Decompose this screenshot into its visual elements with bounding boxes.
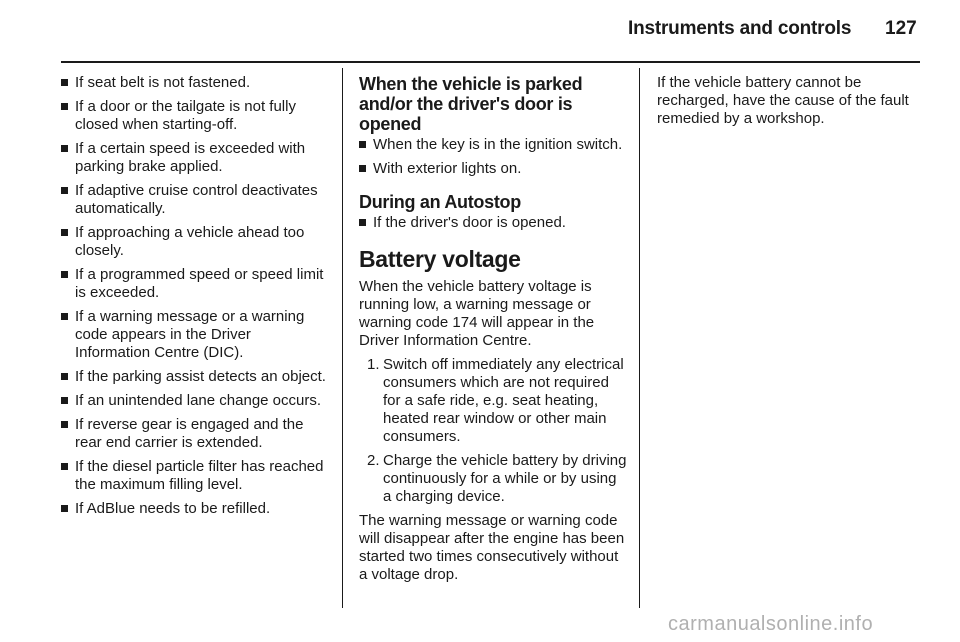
- column-2: [359, 74, 627, 590]
- watermark: carmanualsonline.info: [668, 613, 874, 635]
- header-rule: [61, 61, 920, 63]
- list-item: If a warning message or a warning code appears in the Driver Information Centre (DIC).: [61, 308, 329, 362]
- step-number: 2.: [367, 452, 380, 469]
- battery-intro-paragraph: When the vehicle battery voltage is running low, a warning message or warning code 174 will appear in the Driver Information Centre.: [359, 278, 595, 349]
- column-divider: [342, 68, 343, 608]
- list-item: [359, 452, 627, 506]
- column-divider: [639, 68, 640, 608]
- list-item: With exterior lights on.: [359, 160, 627, 178]
- page-number: 127: [885, 18, 917, 39]
- column-3: [657, 74, 925, 134]
- list-item: If the diesel particle filter has reached the maximum filling level.: [61, 458, 329, 494]
- list-item: If AdBlue needs to be refilled.: [61, 500, 329, 518]
- list-item: If approaching a vehicle ahead too closely.: [61, 224, 329, 260]
- list-item: If reverse gear is engaged and the rear end carrier is extended.: [61, 416, 329, 452]
- list-item: If adaptive cruise control deactivates automatically.: [61, 182, 329, 218]
- autostop-heading: During an Autostop: [359, 192, 521, 212]
- battery-steps-list: [359, 356, 627, 506]
- list-item: If a programmed speed or speed limit is exceeded.: [61, 266, 329, 302]
- autostop-bullet-list: [359, 214, 627, 232]
- parked-heading: When the vehicle is parked and/or the driver's door is opened: [359, 74, 583, 134]
- section-title: Instruments and controls: [628, 18, 852, 39]
- list-item: [359, 356, 627, 446]
- step-text: Switch off immediately any electrical consumers which are not required for a safe ride, e.g. seat heating, heated rear window or other main consumers.: [383, 356, 624, 445]
- step-number: 1.: [367, 356, 380, 373]
- column-1: [61, 74, 329, 524]
- list-item: If a certain speed is exceeded with parking brake applied.: [61, 140, 329, 176]
- list-item: If an unintended lane change occurs.: [61, 392, 329, 410]
- list-item: If seat belt is not fastened.: [61, 74, 329, 92]
- step-text: Charge the vehicle battery by driving continuously for a while or by using a charging device.: [383, 452, 627, 505]
- warning-bullet-list: [61, 74, 329, 518]
- battery-voltage-heading: Battery voltage: [359, 246, 521, 272]
- recharge-paragraph: If the vehicle battery cannot be recharged, have the cause of the fault remedied by a workshop.: [657, 74, 909, 127]
- list-item: If the parking assist detects an object.: [61, 368, 329, 386]
- list-item: When the key is in the ignition switch.: [359, 136, 627, 154]
- battery-outro-paragraph: The warning message or warning code will disappear after the engine has been started two times consecutively without a voltage drop.: [359, 512, 625, 583]
- list-item: If the driver's door is opened.: [359, 214, 627, 232]
- list-item: If a door or the tailgate is not fully closed when starting-off.: [61, 98, 329, 134]
- parked-bullet-list: [359, 136, 627, 178]
